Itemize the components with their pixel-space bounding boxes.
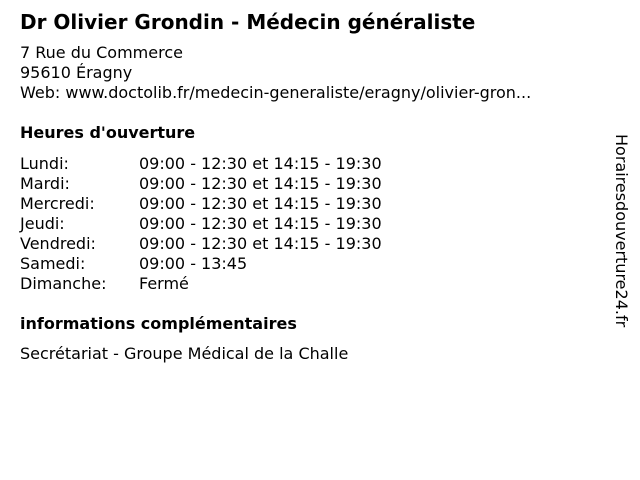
additional-info-heading: informations complémentaires bbox=[20, 314, 297, 333]
hours-row-sunday bbox=[20, 274, 440, 294]
hours-row-tuesday bbox=[20, 174, 440, 194]
hours-row-thursday bbox=[20, 214, 440, 234]
hours-row-saturday bbox=[20, 254, 440, 274]
day-hours: 09:00 - 12:30 et 14:15 - 19:30 bbox=[139, 154, 382, 173]
day-label: Samedi: bbox=[20, 254, 86, 273]
opening-hours-table bbox=[20, 154, 440, 294]
day-label: Jeudi: bbox=[20, 214, 65, 233]
day-hours: 09:00 - 12:30 et 14:15 - 19:30 bbox=[139, 174, 382, 193]
website-link[interactable]: Web: www.doctolib.fr/medecin-generaliste/eragny/olivier-gron... bbox=[20, 83, 532, 102]
address-city: 95610 Éragny bbox=[20, 63, 133, 82]
opening-hours-heading: Heures d'ouverture bbox=[20, 123, 196, 142]
day-label: Vendredi: bbox=[20, 234, 96, 253]
additional-info-text: Secrétariat - Groupe Médical de la Challe bbox=[20, 344, 349, 363]
day-label: Mardi: bbox=[20, 174, 70, 193]
day-label: Dimanche: bbox=[20, 274, 107, 293]
day-hours: Fermé bbox=[139, 274, 189, 293]
day-hours: 09:00 - 12:30 et 14:15 - 19:30 bbox=[139, 214, 382, 233]
hours-row-wednesday bbox=[20, 194, 440, 214]
address-street: 7 Rue du Commerce bbox=[20, 43, 183, 62]
day-hours: 09:00 - 12:30 et 14:15 - 19:30 bbox=[139, 194, 382, 213]
day-label: Mercredi: bbox=[20, 194, 95, 213]
day-hours: 09:00 - 12:30 et 14:15 - 19:30 bbox=[139, 234, 382, 253]
hours-row-monday bbox=[20, 154, 440, 174]
day-label: Lundi: bbox=[20, 154, 69, 173]
page-title: Dr Olivier Grondin - Médecin généraliste bbox=[20, 10, 476, 34]
hours-row-friday bbox=[20, 234, 440, 254]
site-watermark: Horairesdouverture24.fr bbox=[612, 134, 631, 328]
day-hours: 09:00 - 13:45 bbox=[139, 254, 248, 273]
